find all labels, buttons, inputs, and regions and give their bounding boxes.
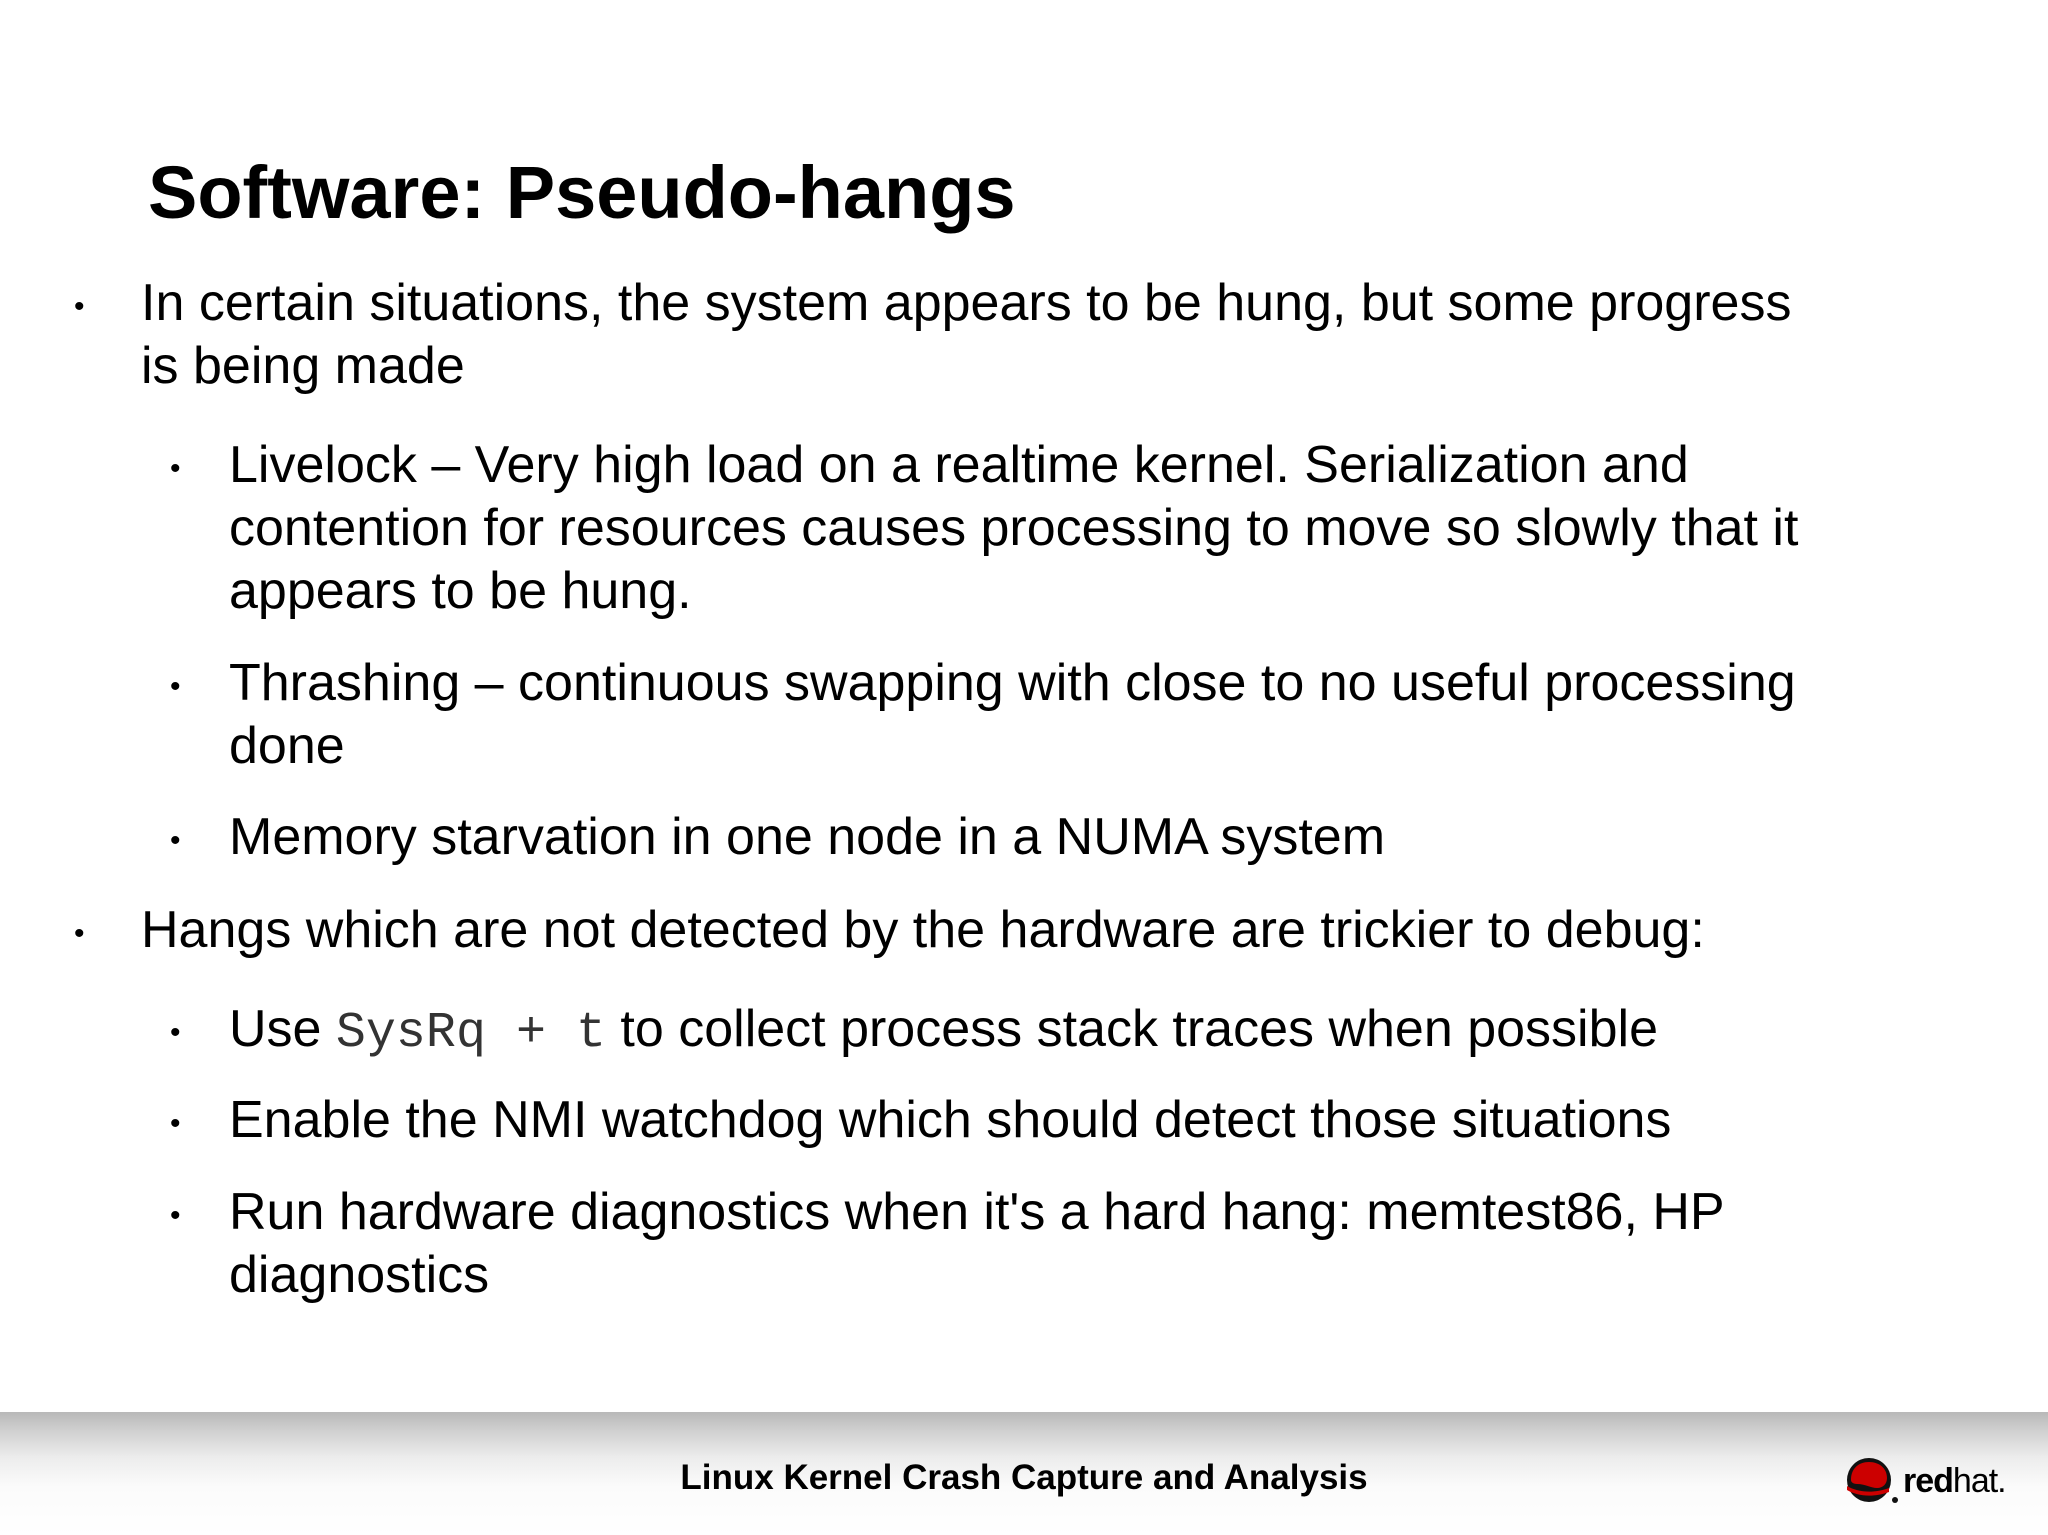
bullet-icon: • (74, 917, 85, 950)
sub-bullet-text: Memory starvation in one node in a NUMA system (229, 808, 1386, 866)
sub-bullet-icon: • (170, 1199, 181, 1232)
sub-bullet-text: Enable the NMI watchdog which should detect those situations (229, 1091, 1672, 1149)
sub-bullet-icon: • (170, 1016, 181, 1049)
sub-bullet-text: contention for resources causes processing to move so slowly that it (229, 499, 1799, 557)
footer-title: Linux Kernel Crash Capture and Analysis (680, 1458, 1368, 1497)
sub-bullet-icon: • (170, 824, 181, 857)
sysrq-prefix: Use (229, 1000, 336, 1058)
redhat-shadowman-icon (1843, 1458, 1899, 1506)
sub-bullet-icon: • (170, 452, 181, 485)
bullet-icon: • (74, 290, 85, 323)
wordmark-red: red (1903, 1462, 1953, 1500)
sysrq-code: SysRq + t (335, 1005, 606, 1062)
sub-bullet-text: done (229, 717, 345, 775)
bullet-text: Hangs which are not detected by the hardware are trickier to debug: (141, 901, 1705, 959)
sub-bullet-text: diagnostics (229, 1246, 490, 1304)
bullet-text: is being made (141, 337, 465, 395)
slide-title: Software: Pseudo-hangs (148, 151, 1016, 234)
sub-bullet-text: Thrashing – continuous swapping with close to no useful processing (229, 654, 1796, 712)
sub-bullet-icon: • (170, 1107, 181, 1140)
sub-bullet-text: Livelock – Very high load on a realtime kernel. Serialization and (229, 436, 1689, 494)
sub-bullet-text: Run hardware diagnostics when it's a hard hang: memtest86, HP (229, 1183, 1725, 1241)
redhat-wordmark (1903, 1462, 2006, 1501)
sub-bullet-icon: • (170, 670, 181, 703)
wordmark-hat: hat. (1952, 1462, 2006, 1500)
sub-bullet-text: appears to be hung. (229, 562, 692, 620)
sub-bullet-text (229, 998, 1658, 1065)
sysrq-suffix: to collect process stack traces when possible (605, 1000, 1659, 1058)
bullet-text: In certain situations, the system appears to be hung, but some progress (141, 274, 1792, 332)
redhat-logo (1843, 1458, 2006, 1506)
